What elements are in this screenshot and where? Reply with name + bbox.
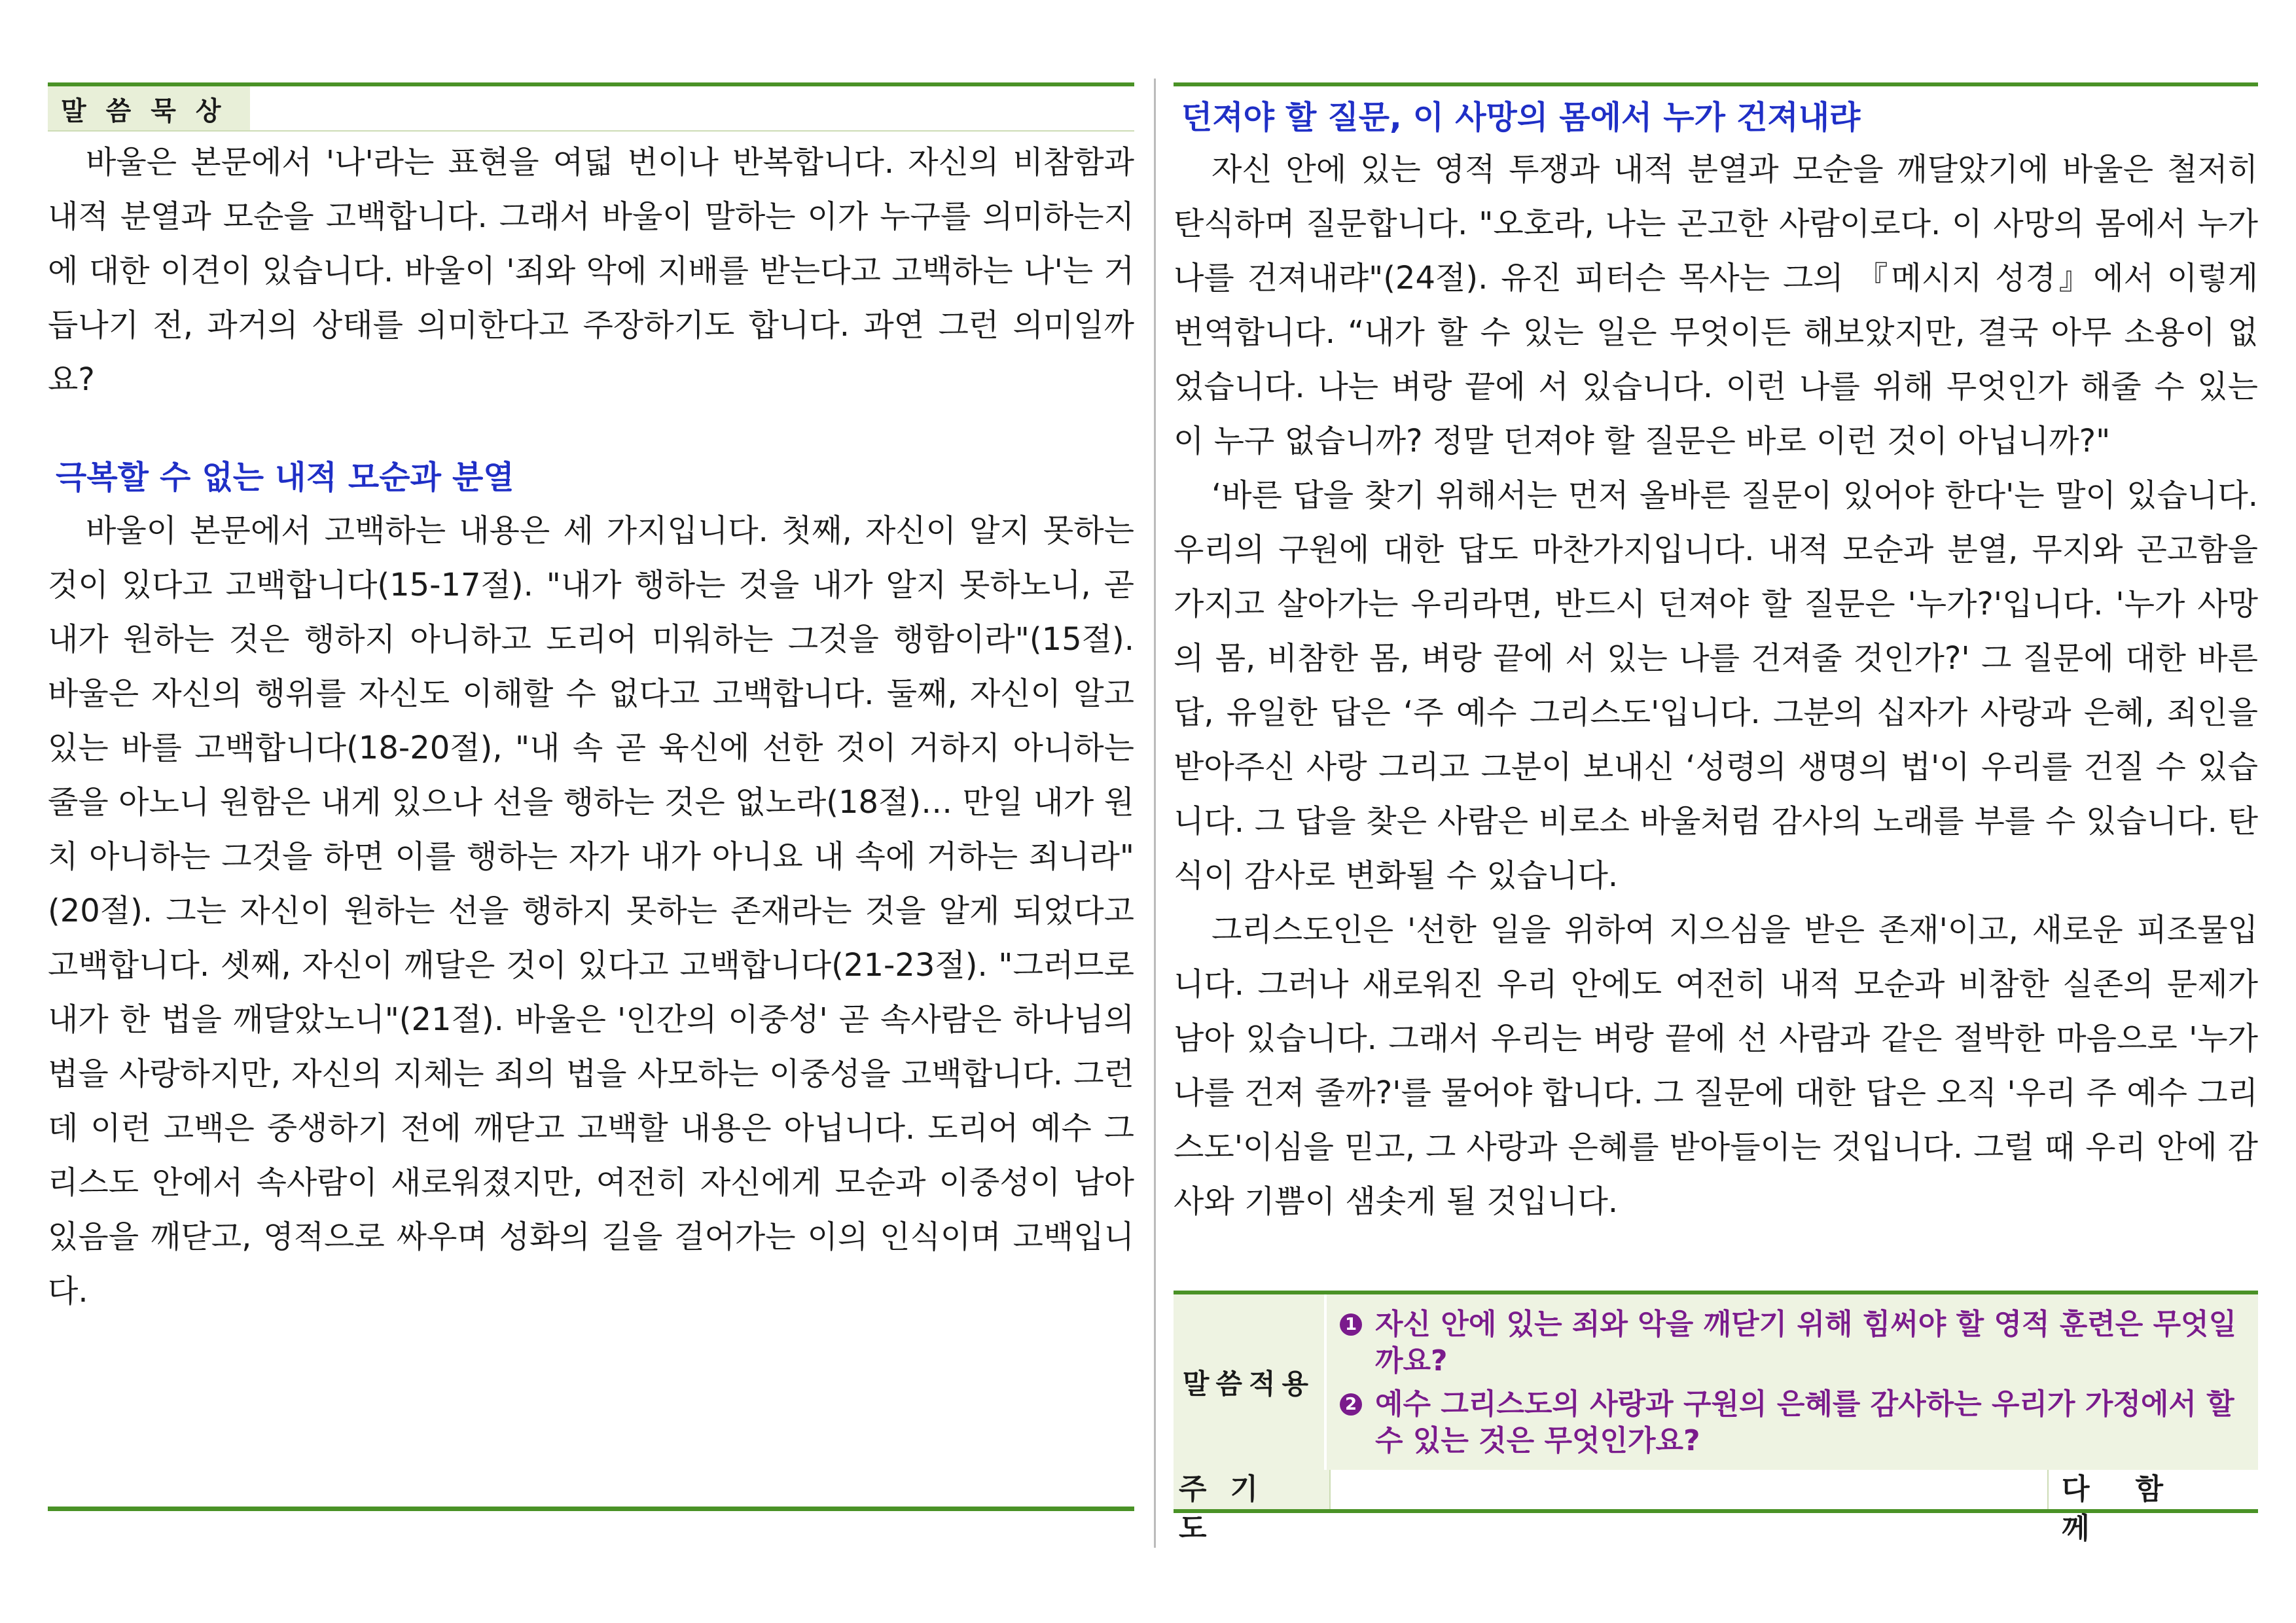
intro-paragraph: 바울은 본문에서 '나'라는 표현을 여덟 번이나 반복합니다. 자신의 비참함과 내적 분열과 모순을 고백합니다. 그래서 바울이 말하는 이가 누구를 의미하는지에 대한 이견이 있습니다. 바울이 '죄와 악에 지배를 받는다고 고백하는 나'는 거듭나기 전, 과거의 상태를 의미한다고 주장하기도 합니다. 과연 그런 의미일까요? (48, 144, 1134, 398)
question-number-badge: 2 (1340, 1393, 1362, 1416)
section-label-meditation: 말씀묵상 (48, 86, 250, 130)
question-2 (1340, 1386, 2245, 1459)
prayer-row (1174, 1470, 2258, 1545)
right-column (1174, 82, 2258, 1229)
prayer-blank-cell (1329, 1470, 2047, 1509)
left-column (48, 82, 1134, 1319)
subheading-contradiction: 극복할 수 없는 내적 모순과 분열 (56, 459, 514, 496)
question-1 (1340, 1306, 2245, 1380)
paragraph-christian: 그리스도인은 '선한 일을 위하여 지으심을 받은 존재'이고, 새로운 피조물입니다. 그러나 새로워진 우리 안에도 여전히 내적 모순과 비참한 실존의 문제가 남아 있습니다. 그래서 우리는 벼랑 끝에 선 사람과 같은 절박한 마음으로 '누가 나를 건져 줄까?'를 물어야 합니다. 그 질문에 대한 답은 오직 '우리 주 예수 그리스도'이심을 믿고, 그 사랑과 은혜를 받아들이는 것입니다. 그럴 때 우리 안에 감사와 기쁨이 샘솟게 될 것입니다. (1174, 912, 2258, 1220)
column-divider (1154, 79, 1156, 1548)
lords-prayer-label: 주기도 (1174, 1470, 1329, 1509)
subheading-question: 던져야 할 질문, 이 사망의 몸에서 누가 건져내랴 (1181, 99, 1861, 136)
together-label: 다함께 (2047, 1470, 2258, 1509)
application-row (1174, 1294, 2258, 1470)
question-text: 예수 그리스도의 사랑과 구원의 은혜를 감사하는 우리가 가정에서 할 수 있는 것은 무엇인가요? (1375, 1387, 2234, 1457)
application-box (1174, 1291, 2258, 1545)
bottom-rule (48, 1507, 1134, 1511)
label-underline (48, 130, 1134, 132)
question-number-badge: 1 (1340, 1313, 1362, 1336)
application-label: 말씀적용 (1182, 1368, 1316, 1400)
top-rule (1174, 82, 2258, 86)
application-questions (1327, 1294, 2258, 1470)
question-text: 자신 안에 있는 죄와 악을 깨닫기 위해 힘써야 할 영적 훈련은 무엇일까요? (1375, 1308, 2237, 1378)
paragraph-lament: 자신 안에 있는 영적 투쟁과 내적 분열과 모순을 깨달았기에 바울은 철저히 탄식하며 질문합니다. "오호라, 나는 곤고한 사람이로다. 이 사망의 몸에서 누가 나를 건져내랴"(24절). 유진 피터슨 목사는 그의 『메시지 성경』에서 이렇게 번역합니다. “내가 할 수 있는 일은 무엇이든 해보았지만, 결국 아무 소용이 없었습니다. 나는 벼랑 끝에 서 있습니다. 이런 나를 위해 무엇인가 해줄 수 있는 이 누구 없습니까? 정말 던져야 할 질문은 바로 이런 것이 아닙니까?" (1174, 151, 2258, 459)
body-paragraph: 바울이 본문에서 고백하는 내용은 세 가지입니다. 첫째, 자신이 알지 못하는 것이 있다고 고백합니다(15-17절). "내가 행하는 것을 내가 알지 못하노니, 곧 내가 원하는 것은 행하지 아니하고 도리어 미워하는 그것을 행함이라"(15절). 바울은 자신의 행위를 자신도 이해할 수 없다고 고백합니다. 둘째, 자신이 알고 있는 바를 고백합니다(18-20절), "내 속 곧 육신에 선한 것이 거하지 아니하는 줄을 아노니 원함은 내게 있으나 선을 행하는 것은 없노라(18절)… 만일 내가 원치 아니하는 그것을 하면 이를 행하는 자가 내가 아니요 내 속에 거하는 죄니라"(20절). 그는 자신이 원하는 선을 행하지 못하는 존재라는 것을 알게 되었다고 고백합니다. 셋째, 자신이 깨달은 것이 있다고 고백합니다(21-23절). "그러므로 내가 한 법을 깨달았노니"(21절). 바울은 '인간의 이중성' 곧 속사람은 하나님의 법을 사랑하지만, 자신의 지체는 죄의 법을 사모하는 이중성을 고백합니다. 그런데 이런 고백은 중생하기 전에 깨닫고 고백할 내용은 아닙니다. 도리어 예수 그리스도 안에서 속사람이 새로워졌지만, 여전히 자신에게 모순과 이중성이 남아 있음을 깨닫고, 영적으로 싸우며 성화의 길을 걸어가는 이의 인식이며 고백입니다. (48, 512, 1134, 1310)
paragraph-answer: ‘바른 답을 찾기 위해서는 먼저 올바른 질문이 있어야 한다'는 말이 있습니다. 우리의 구원에 대한 답도 마찬가지입니다. 내적 모순과 분열, 무지와 곤고함을 가지고 살아가는 우리라면, 반드시 던져야 할 질문은 '누가?'입니다. '누가 사망의 몸, 비참한 몸, 벼랑 끝에 서 있는 나를 건져줄 것인가?' 그 질문에 대한 바른 답, 유일한 답은 ‘주 예수 그리스도'입니다. 그분의 십자가 사랑과 은혜, 죄인을 받아주신 사랑 그리고 그분이 보내신 ‘성령의 생명의 법'이 우리를 건질 수 있습니다. 그 답을 찾은 사람은 비로소 바울처럼 감사의 노래를 부를 수 있습니다. 탄식이 감사로 변화될 수 있습니다. (1174, 477, 2258, 894)
